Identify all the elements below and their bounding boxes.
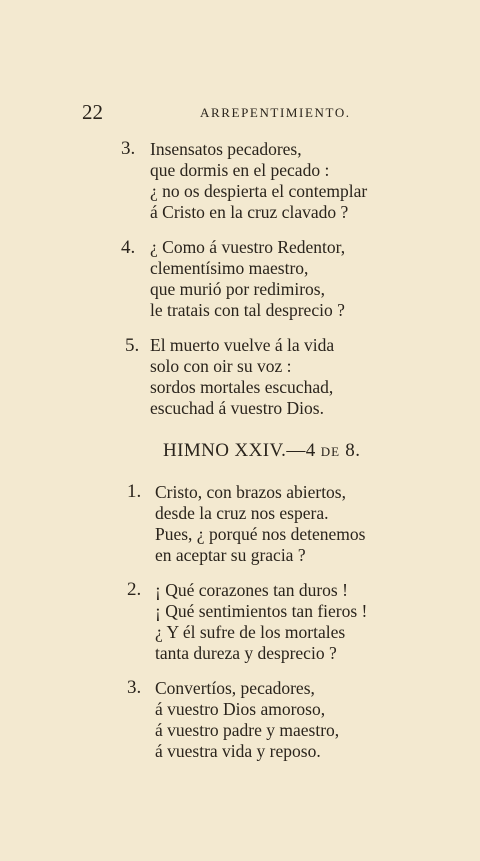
page-number: 22 bbox=[82, 100, 103, 124]
stanza-number: 5. bbox=[125, 335, 140, 356]
verse-line: Insensatos pecadores, bbox=[150, 139, 302, 159]
hymn-title-de: DE bbox=[320, 444, 341, 459]
stanza-number: 3. bbox=[127, 677, 142, 698]
verse-line: Pues, ¿ porqué nos detenemos bbox=[155, 524, 366, 544]
verse-line: desde la cruz nos espera. bbox=[155, 503, 329, 523]
hymn-title-main: HIMNO XXIV.—4 bbox=[163, 440, 316, 461]
verse-line: á vuestro Dios amoroso, bbox=[155, 699, 326, 719]
running-title: ARREPENTIMIENTO. bbox=[200, 105, 351, 120]
verse-line: ¡ Qué sentimientos tan fieros ! bbox=[155, 601, 368, 621]
verse-line: á Cristo en la cruz clavado ? bbox=[150, 202, 349, 222]
verse-line: en aceptar su gracia ? bbox=[155, 545, 306, 565]
verse-line: á vuestra vida y reposo. bbox=[155, 741, 321, 761]
verse-line: Cristo, con brazos abiertos, bbox=[155, 482, 346, 502]
stanza-number: 2. bbox=[127, 579, 142, 600]
hymn-title-num: 8. bbox=[345, 440, 361, 461]
verse-line: escuchad á vuestro Dios. bbox=[150, 398, 324, 418]
verse-line: clementísimo maestro, bbox=[150, 258, 309, 278]
stanza-number: 4. bbox=[121, 237, 136, 258]
verse-line: á vuestro padre y maestro, bbox=[155, 720, 340, 740]
verse-line: sordos mortales escuchad, bbox=[150, 377, 334, 397]
verse-line: ¿ no os despierta el contemplar bbox=[150, 181, 368, 201]
verse-line: ¿ Como á vuestro Redentor, bbox=[150, 237, 346, 257]
verse-line: ¿ Y él sufre de los mortales bbox=[155, 622, 346, 642]
verse-line: tanta dureza y desprecio ? bbox=[155, 643, 337, 663]
verse-line: ¡ Qué corazones tan duros ! bbox=[155, 580, 348, 600]
stanza-number: 3. bbox=[121, 138, 136, 159]
verse-line: solo con oir su voz : bbox=[150, 356, 292, 376]
verse-line: Convertíos, pecadores, bbox=[155, 678, 315, 698]
page-header bbox=[0, 96, 480, 126]
verse-line: El muerto vuelve á la vida bbox=[150, 335, 335, 355]
hymn-title bbox=[163, 440, 360, 462]
verse-line: le tratais con tal desprecio ? bbox=[150, 300, 345, 320]
stanza-number: 1. bbox=[127, 481, 142, 502]
verse-line: que murió por redimiros, bbox=[150, 279, 325, 299]
verse-line: que dormis en el pecado : bbox=[150, 160, 330, 180]
